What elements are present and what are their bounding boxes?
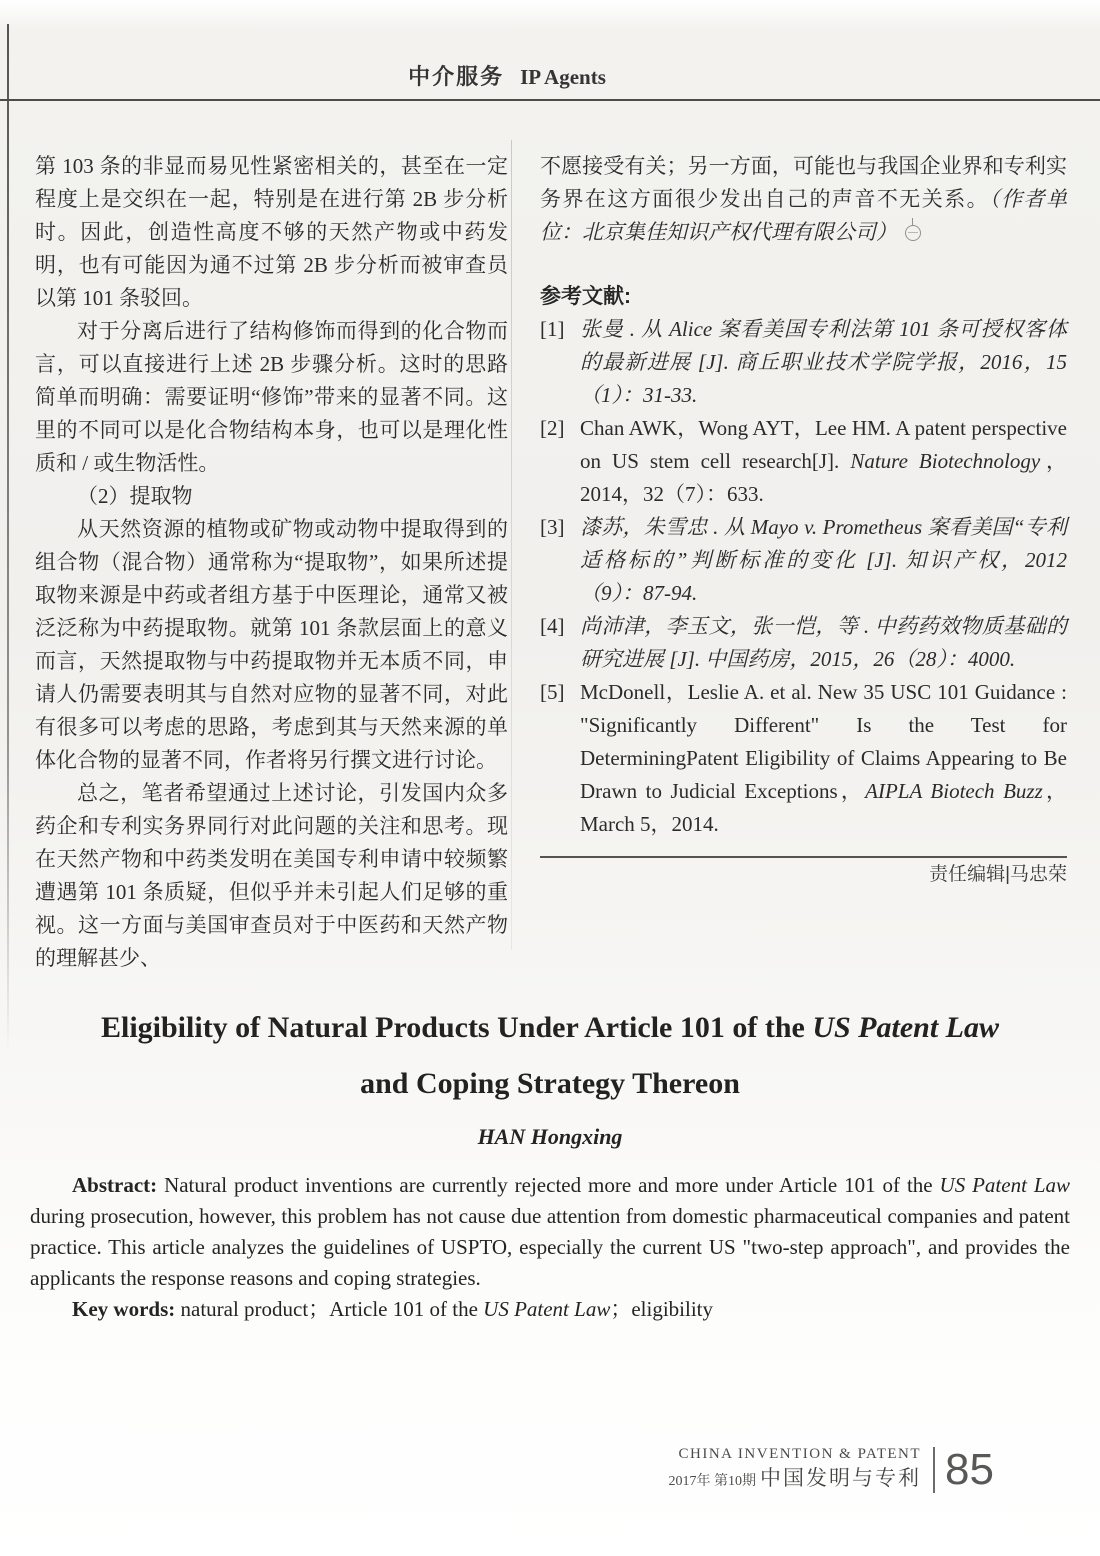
reference-text (580, 610, 1067, 676)
text-segment: （作者单位：北京集佳知识产权代理有限公司） (540, 187, 1068, 244)
english-title-line-2: and Coping Strategy Thereon (360, 1067, 740, 1100)
scan-page-edge (7, 24, 9, 1054)
paragraph: 第 103 条的非显而易见性紧密相关的，甚至在一定程度上是交织在一起，特别是在进行第 2B 步分析时。因此，创造性高度不够的天然产物或中药发明，也有可能因为通不过第 2B 步分析而被审查员以第 101 条驳回。 (35, 154, 508, 310)
article-end-icon (905, 225, 921, 241)
continuation-text (540, 154, 1067, 244)
text-segment: 漆苏，朱雪忠 . 从 Mayo v. Prometheus 案看美国“专利适格标的”判断标准的变化 [J]. 知识产权，2012（9）：87-94. (580, 515, 1067, 605)
text-segment: 尚沛津，李玉文，张一恺，等 . 中药药效物质基础的研究进展 [J]. 中国药房，2015，26（28）：4000. (580, 614, 1067, 671)
reference-item (540, 610, 1067, 676)
header-divider (0, 99, 1100, 101)
reference-number: [3] (540, 515, 565, 539)
reference-number: [4] (540, 614, 565, 638)
right-column (540, 150, 1067, 892)
english-abstract-section (30, 1000, 1070, 1325)
journal-name-en: CHINA INVENTION & PATENT (678, 1446, 922, 1462)
journal-info (669, 1444, 922, 1495)
journal-issue-line (669, 1465, 922, 1495)
section-title-cn: 中介服务 (408, 64, 505, 89)
english-title-line-1 (30, 1000, 1070, 1056)
page-footer (669, 1444, 994, 1495)
text-segment: AIPLA Biotech Buzz (865, 779, 1043, 803)
text-segment: Nature Biotechnology (850, 449, 1041, 473)
text-segment: ；eligibility (610, 1297, 713, 1321)
reference-number: [1] (540, 317, 565, 341)
english-title (30, 1000, 1070, 1112)
footer-divider (933, 1447, 935, 1493)
reference-number: [5] (540, 680, 565, 704)
text-segment: ，March 5，2014. (580, 779, 1068, 836)
paragraph: 总之，笔者希望通过上述讨论，引发国内众多药企和专利实务界同行对此问题的关注和思考。现在天然产物和中药类发明在美国专利申请中较频繁遭遇第 101 条质疑，但似乎并未引起人们足够的重视。这一方面与美国审查员对于中医药和天然产物的理解甚少、 (35, 781, 508, 970)
journal-name-cn: 中国发明与专利 (760, 1466, 922, 1490)
issue-label: 2017年 第10期 (668, 1474, 757, 1489)
reference-item (540, 511, 1067, 610)
text-segment: Natural product inventions are currently rejected more and more under Article 101 of the (164, 1173, 940, 1197)
text-segment: natural product；Article 101 of the (180, 1297, 484, 1321)
text-segment: US Patent Law (483, 1297, 611, 1321)
page-number: 85 (945, 1444, 994, 1494)
text-segment: 张曼 . 从 Alice 案看美国专利法第 101 条可授权客体的最新进展 [J]. 商丘职业技术学院学报，2016，15（1）：31-33. (580, 317, 1067, 407)
keywords-paragraph (30, 1294, 1070, 1325)
reference-item (540, 313, 1067, 412)
paragraph: 对于分离后进行了结构修饰而得到的化合物而言，可以直接进行上述 2B 步骤分析。这时的思路简单而明确：需要证明“修饰”带来的显著不同。这里的不同可以是化合物结构本身，也可以是理化性质和 / 或生物活性。 (35, 319, 508, 475)
reference-number: [2] (540, 416, 565, 440)
section-title-en: IP Agents (520, 65, 606, 89)
text-segment: US Patent Law (812, 1011, 1000, 1044)
references-heading: 参考文献: (540, 285, 631, 308)
reference-text (580, 412, 1067, 511)
reference-text (580, 511, 1067, 610)
text-segment: US Patent Law (939, 1173, 1071, 1197)
column-gutter-crease (511, 140, 512, 950)
text-segment: Key words: (72, 1297, 181, 1321)
editor-credit: 责任编辑|马忠荣 (929, 864, 1067, 885)
text-segment: ，2014，32（7）：633. (580, 449, 1067, 506)
reference-text (580, 313, 1067, 412)
text-segment: McDonell，Leslie A. et al. New 35 USC 101 Guidance : "Significantly Different" Is the Test for DeterminingPatent Eligibility of Claims Appearing to Be Drawn to Judicial Exceptions， (580, 680, 1067, 803)
references-list (540, 313, 1067, 841)
text-segment: Chan AWK，Wong AYT，Lee HM. A patent perspective on US stem cell research[J]. (580, 416, 1067, 473)
text-segment: Abstract: (72, 1173, 165, 1197)
author-name: HAN Hongxing (477, 1124, 623, 1149)
page-header (0, 60, 1014, 91)
text-segment: during prosecution, however, this problem has not cause due attention from domestic pharmaceutical companies and patent practice. This article analyzes the guidelines of USPTO, especially the current US "two-step approach", and provides the applicants the response reasons and coping strategies. (30, 1204, 1070, 1290)
paragraph: 从天然资源的植物或矿物或动物中提取得到的组合物（混合物）通常称为“提取物”，如果所述提取物来源是中药或者组方基于中医理论，通常又被泛泛称为中药提取物。就第 101 条款层面上的意义而言，天然提取物与中药提取物并无本质不同，申请人仍需要表明其与自然对应物的显著不同，对此有很多可以考虑的思路，考虑到其与天然来源的单体化合物的显著不同，作者将另行撰文进行讨论。 (35, 517, 508, 772)
paragraph: （2）提取物 (77, 484, 193, 508)
reference-item (540, 412, 1067, 511)
text-segment: Eligibility of Natural Products Under Article 101 of the (100, 1011, 813, 1044)
abstract-paragraph (30, 1170, 1070, 1294)
continuation-paragraph (540, 150, 1067, 249)
reference-item (540, 676, 1067, 841)
left-column (35, 150, 508, 975)
reference-text (580, 676, 1067, 841)
text-segment: 不愿接受有关；另一方面，可能也与我国企业界和专利实务界在这方面很少发出自己的声音不无关系。 (540, 154, 1067, 211)
